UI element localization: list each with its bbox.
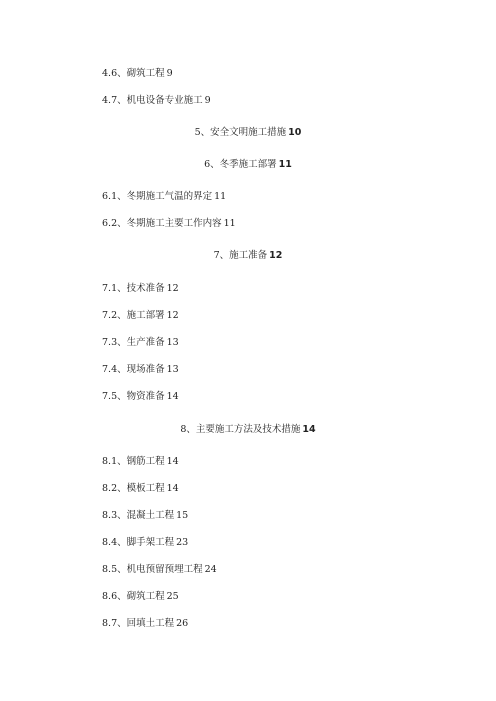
toc-entry-4-7[interactable] [102, 95, 211, 107]
toc-section-page: 10 [288, 127, 302, 138]
toc-entry-8-4[interactable] [102, 537, 188, 549]
toc-entry-7-2[interactable] [102, 310, 179, 322]
toc-entry-title: 4.7、机电设备专业施工 [102, 95, 203, 106]
toc-entry-title: 8.7、回填土工程 [102, 618, 175, 629]
toc-entry-page: 13 [166, 337, 179, 348]
toc-entry-title: 8.2、模板工程 [102, 483, 165, 494]
toc-entry-title: 6.2、冬期施工主要工作内容 [102, 218, 222, 229]
toc-entry-title: 7.4、现场准备 [102, 364, 165, 375]
toc-section-title: 6、冬季施工部署 [204, 159, 277, 170]
toc-entry-6-1[interactable] [102, 191, 226, 203]
toc-entry-page: 24 [204, 564, 217, 575]
toc-entry-title: 7.5、物资准备 [102, 391, 165, 402]
toc-entry-title: 7.3、生产准备 [102, 337, 165, 348]
toc-entry-8-2[interactable] [102, 483, 179, 495]
toc-entry-page: 14 [166, 483, 179, 494]
toc-entry-title: 8.5、机电预留预埋工程 [102, 564, 203, 575]
toc-section-page: 14 [302, 424, 316, 435]
toc-entry-title: 4.6、砌筑工程 [102, 68, 165, 79]
toc-entry-page: 23 [176, 537, 189, 548]
toc-entry-title: 7.1、技术准备 [102, 283, 165, 294]
toc-entry-4-6[interactable] [102, 68, 173, 80]
toc-section-7[interactable] [0, 250, 496, 262]
toc-entry-page: 14 [166, 391, 179, 402]
toc-entry-7-3[interactable] [102, 337, 179, 349]
toc-entry-title: 8.1、钢筋工程 [102, 456, 165, 467]
toc-section-title: 7、施工准备 [213, 250, 268, 261]
toc-entry-page: 13 [166, 364, 179, 375]
toc-entry-title: 8.3、混凝土工程 [102, 510, 175, 521]
toc-entry-6-2[interactable] [102, 218, 236, 230]
toc-section-title: 5、安全文明施工措施 [194, 127, 287, 138]
toc-entry-title: 8.4、脚手架工程 [102, 537, 175, 548]
toc-entry-title: 6.1、冬期施工气温的界定 [102, 191, 213, 202]
toc-entry-page: 12 [166, 283, 179, 294]
toc-entry-page: 12 [166, 310, 179, 321]
toc-entry-title: 7.2、施工部署 [102, 310, 165, 321]
toc-entry-page: 11 [223, 218, 236, 229]
toc-entry-title: 8.6、砌筑工程 [102, 591, 165, 602]
toc-entry-page: 15 [176, 510, 189, 521]
toc-entry-8-6[interactable] [102, 591, 179, 603]
toc-section-page: 11 [278, 159, 292, 170]
toc-section-6[interactable] [0, 159, 496, 171]
toc-entry-8-1[interactable] [102, 456, 179, 468]
toc-entry-8-3[interactable] [102, 510, 188, 522]
toc-entry-page: 25 [166, 591, 179, 602]
toc-entry-page: 9 [166, 68, 173, 79]
toc-entry-page: 9 [204, 95, 211, 106]
toc-entry-8-7[interactable] [102, 618, 188, 630]
toc-entry-page: 14 [166, 456, 179, 467]
toc-section-8[interactable] [0, 424, 496, 436]
toc-section-title: 8、主要施工方法及技术措施 [180, 424, 301, 435]
toc-entry-7-5[interactable] [102, 391, 179, 403]
toc-entry-7-4[interactable] [102, 364, 179, 376]
toc-entry-page: 26 [176, 618, 189, 629]
toc-entry-page: 11 [214, 191, 227, 202]
toc-entry-8-5[interactable] [102, 564, 217, 576]
toc-section-page: 12 [269, 250, 283, 261]
toc-entry-7-1[interactable] [102, 283, 179, 295]
toc-section-5[interactable] [0, 127, 496, 139]
